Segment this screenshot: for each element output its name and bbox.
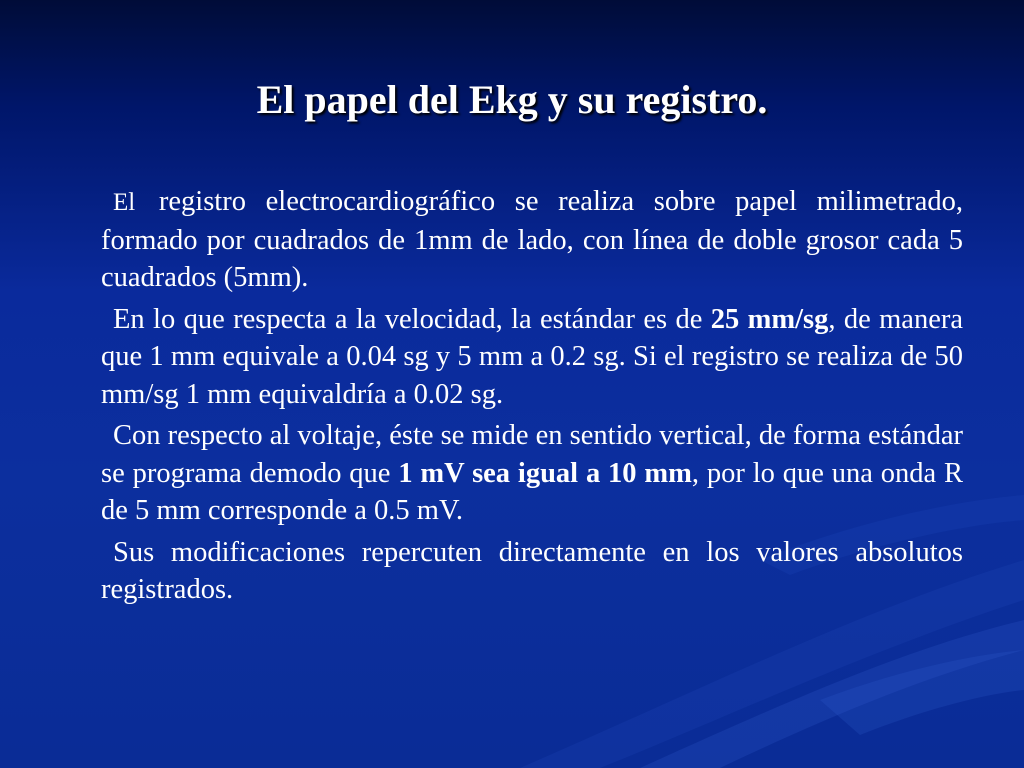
paragraph-voltage [101, 417, 963, 530]
emphasis-speed: 25 mm/sg [710, 303, 829, 335]
emphasis-voltage: 1 mV sea igual a 10 mm [398, 457, 692, 489]
paragraph-paper [101, 183, 963, 297]
paragraph-text: , por lo que una onda R de 5 mm corresponde a 0.5 mV. [101, 457, 963, 526]
paragraph-text: registro electrocardiográfico se realiza sobre papel milimetrado, formado por cuadrados de 1mm de lado, con línea de doble grosor cada 5 cuadrados (5mm). [101, 186, 963, 293]
paragraph-text: Sus modificaciones repercuten directamente en los valores absolutos registrados. [101, 536, 963, 605]
paragraph-text: Con respecto al voltaje, éste se mide en sentido vertical, de forma estándar se programa demodo que [101, 420, 963, 489]
paragraph-modifications [101, 534, 963, 609]
slide-body [101, 183, 963, 613]
paragraph-text: En lo que respecta a la velocidad, la estándar es de [113, 303, 711, 335]
slide-title: El papel del Ekg y su registro. [256, 77, 768, 122]
paragraph-text: , de manera que 1 mm equivale a 0.04 sg y 5 mm a 0.2 sg. Si el registro se realiza de 50 mm/sg 1 mm equivaldría a 0.02 sg. [101, 303, 963, 410]
paragraph-speed [101, 301, 963, 414]
paragraph-first-word: El [113, 189, 136, 216]
